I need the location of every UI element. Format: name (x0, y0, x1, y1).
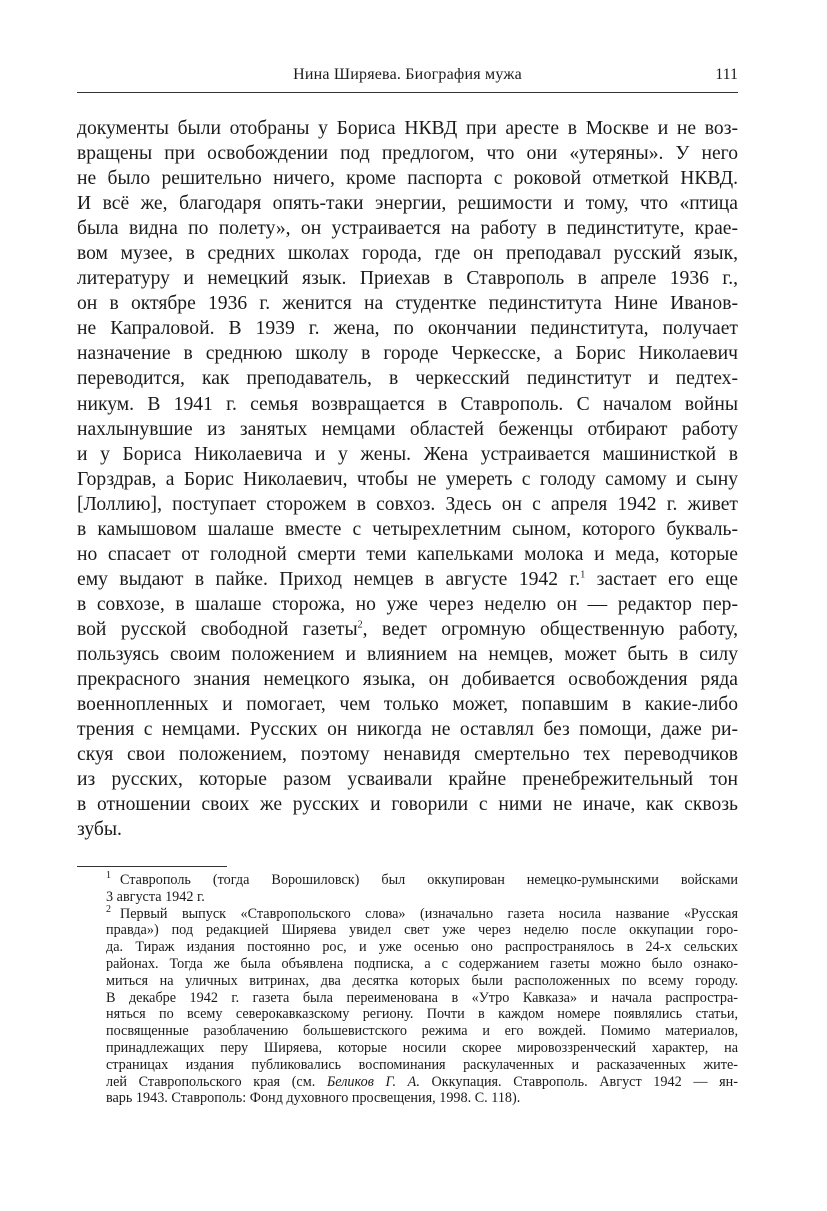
body-line: никум. В 1941 г. семья возвращается в Ставрополь. С началом войны (77, 393, 738, 415)
footnote-ref-1[interactable]: 1 (580, 569, 586, 581)
body-line: И всё же, благодаря опять-таки энергии, решимости и тому, что «птица (77, 193, 738, 215)
body-line: скуя свои положением, поэтому ненавидя смертельно тех переводчиков (77, 744, 738, 766)
body-line: переводится, как преподаватель, в черкесский пединститут и педтех- (77, 368, 738, 390)
body-line: в совхозе, в шалаше сторожа, но уже через неделю он — редактор пер- (77, 593, 738, 615)
running-head (77, 62, 738, 93)
body-line: литературу и немецкий язык. Приехав в Ставрополь в апреле 1936 г., (77, 268, 738, 290)
footnote-text: Оккупация. Ставрополь. Август 1942 — ян- (419, 1073, 738, 1090)
footnote-text: лей Ставропольского края (см. (106, 1073, 327, 1090)
body-line: зубы. (77, 819, 122, 841)
body-line: документы были отобраны у Бориса НКВД при аресте в Москве и не воз- (77, 118, 738, 139)
footnote-mark-1: 1 (106, 870, 111, 881)
main-text (77, 116, 738, 842)
footnote-line: варь 1943. Ставрополь: Фонд духовного просвещения, 1998. С. 118). (106, 1090, 521, 1107)
body-line: Горздрав, а Борис Николаевич, чтобы не умереть с голоду самому и сыну (77, 468, 738, 490)
body-line: в отношении своих же русских и говорили с ними не иначе, как сквозь (77, 794, 738, 816)
footnote-line: посвященные разоблачению большевистского режима и его вождей. Помимо материалов, (106, 1023, 738, 1040)
body-line: и у Бориса Николаевича и у жены. Жена устраивается машинисткой в (77, 443, 738, 465)
footnote-line: принадлежащих перу Ширяева, которые носили скорее мировоззренческий характер, на (106, 1039, 738, 1056)
body-line: вом музее, в средних школах города, где он преподавал русский язык, (77, 243, 738, 265)
body-line: не Капраловой. В 1939 г. жена, по окончании пединститута, получает (77, 318, 738, 340)
footnote-line: правда») под редакцией Ширяева увидел свет уже через неделю после оккупации горо- (106, 922, 738, 939)
body-line: была видна по полету», он устраивается на работу в пединституте, крае- (77, 218, 738, 240)
body-text: застает его еще (585, 568, 738, 590)
body-text: , ведет огромную общественную работу, (362, 618, 738, 640)
body-line-with-ref-1 (77, 567, 738, 592)
body-line: назначение в среднюю школу в городе Черкесске, а Борис Николаевич (77, 343, 738, 365)
footnote-line: 3 августа 1942 г. (106, 888, 205, 905)
footnote-ref-2[interactable]: 2 (357, 619, 363, 631)
footnote-line: В декабре 1942 г. газета была переименована в «Утро Кавказа» и начала распростра- (106, 989, 738, 1006)
footnote-line: Первый выпуск «Ставропольского слова» (изначально газета носила название «Русская (120, 905, 738, 922)
page-number: 111 (715, 66, 738, 83)
footnote-line (77, 1074, 738, 1091)
footnote-line: няться по всему северокавказскому региону. Почти в каждом номере появлялись статьи, (106, 1006, 738, 1023)
body-text: вой русской свободной газеты (77, 618, 358, 640)
footnotes (77, 872, 738, 1107)
body-line: но спасает от голодной смерти теми капельками молока и меда, которые (77, 543, 738, 565)
body-line: он в октябре 1936 г. женится на студентке пединститута Нине Иванов- (77, 293, 738, 315)
body-line: вращены при освобождении под предлогом, что они «утеряны». У него (77, 143, 738, 165)
body-line: пользуясь своим положением и влиянием на немцев, может быть в силу (77, 643, 738, 665)
body-text: ему выдают в пайке. Приход немцев в августе 1942 г. (77, 568, 581, 590)
footnote-1 (77, 872, 738, 906)
body-line: нахлынувшие из занятых немцами областей беженцы отбирают работу (77, 418, 738, 440)
body-line-with-ref-2 (77, 617, 738, 642)
body-line: трения с немцами. Русских он никогда не оставлял без помощи, даже ри- (77, 719, 738, 741)
footnote-separator (77, 866, 227, 867)
footnote-line: миться на уличных витринах, два десятка которых были расположенных по всему городу. (106, 972, 738, 989)
footnote-line: Ставрополь (тогда Ворошиловск) был оккупирован немецко-румынскими войсками (120, 872, 738, 888)
author-name: Беликов Г. А. (326, 1073, 420, 1090)
body-line: в камышовом шалаше вместе с четырехлетним сыном, которого букваль- (77, 518, 738, 540)
footnote-line: страницах издания публиковались воспоминания раскулаченных и расказаченных жите- (106, 1056, 738, 1073)
footnote-2 (77, 903, 738, 1108)
running-title: Нина Ширяева. Биография мужа (293, 66, 522, 83)
body-line: не было решительно ничего, кроме паспорта с роковой отметкой НКВД. (77, 168, 738, 190)
body-line: военнопленных и помогает, чем только может, попавшим в какие-либо (77, 694, 738, 716)
body-line: [Лоллию], поступает сторожем в совхоз. Здесь он с апреля 1942 г. живет (77, 493, 738, 515)
body-line: прекрасного знания немецкого языка, он добивается освобождения ряда (77, 669, 738, 691)
footnote-line: районах. Тогда же была объявлена подписка, а с содержанием газеты можно было ознако- (106, 955, 738, 972)
footnote-mark-2: 2 (106, 903, 111, 915)
footnote-line: да. Тираж издания постоянно рос, и уже осенью оно распространялось в 24-х сельских (106, 939, 738, 956)
body-line: из русских, которые разом усваивали крайне пренебрежительный тон (77, 769, 738, 791)
